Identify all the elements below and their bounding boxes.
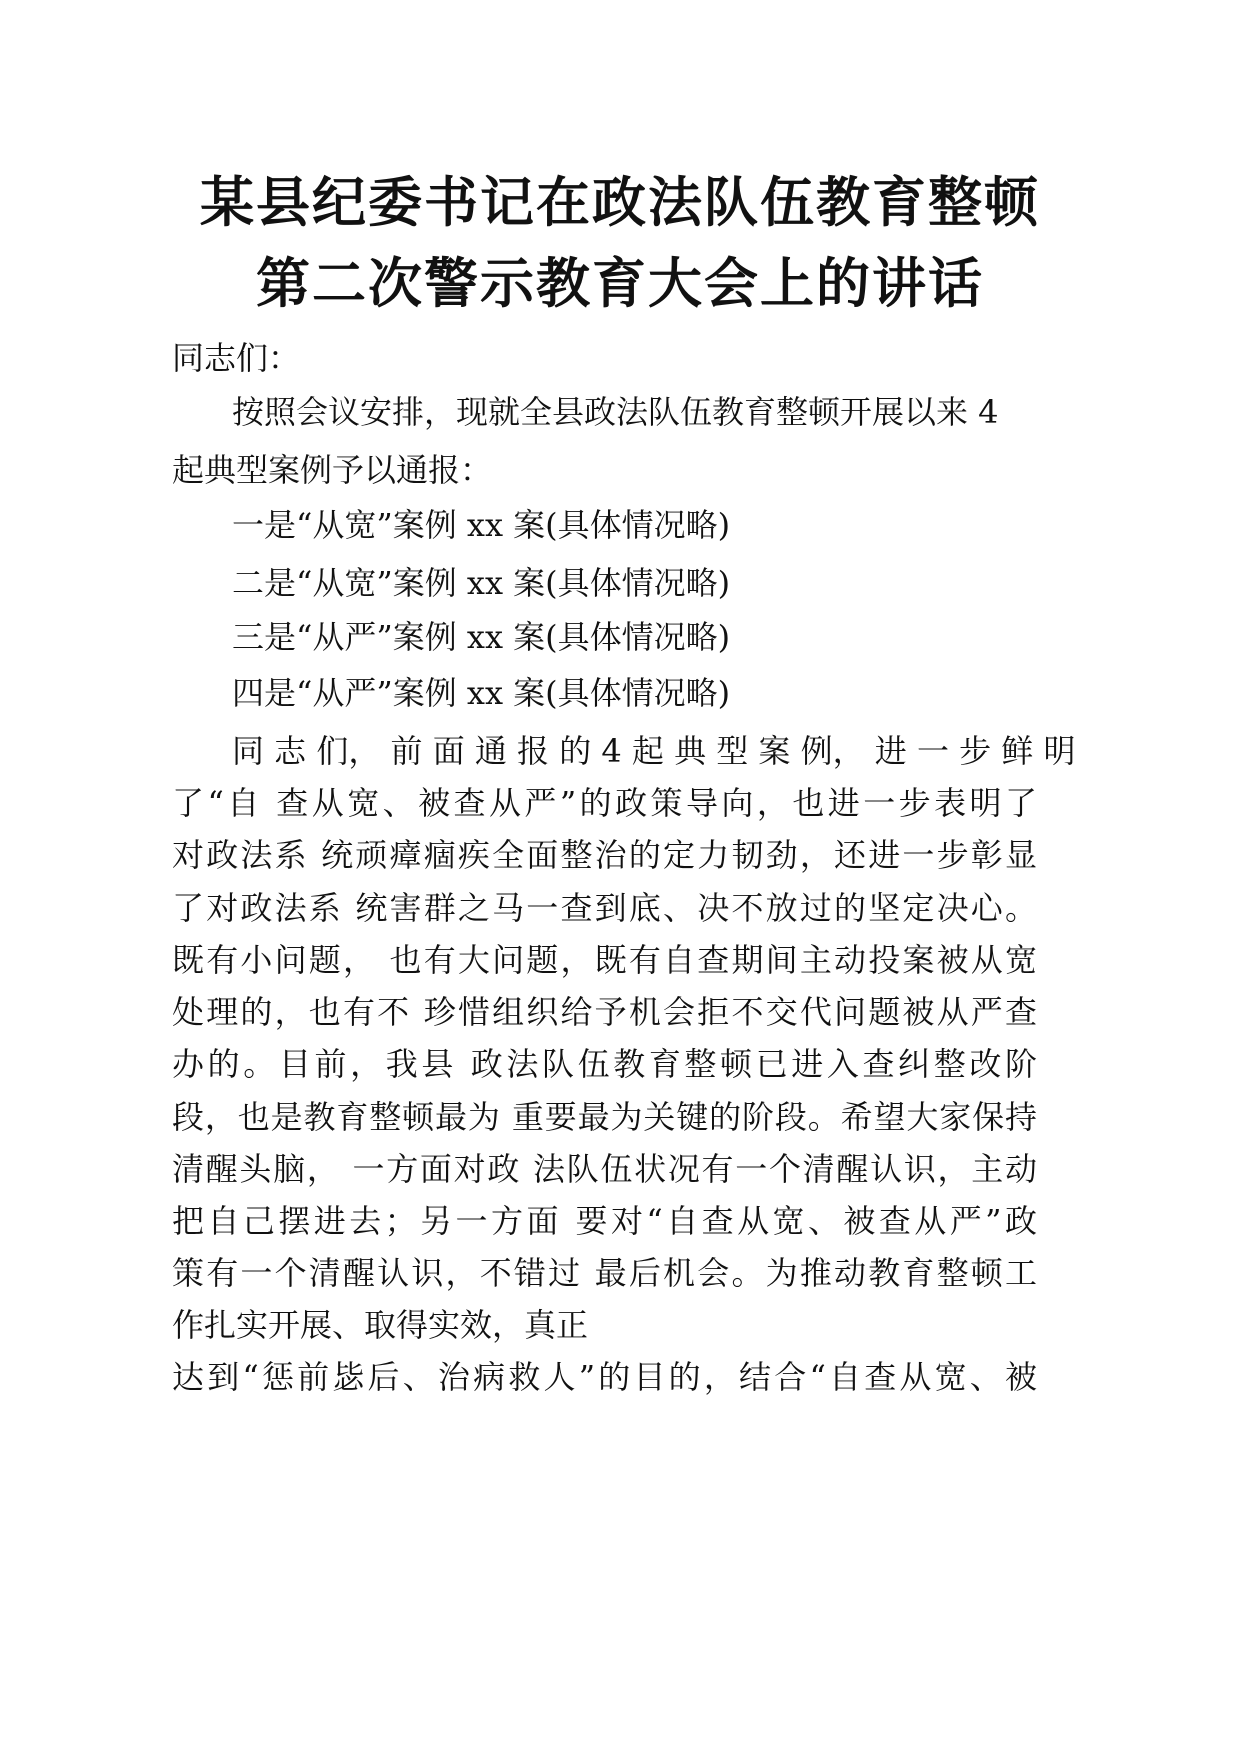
case-item-3: 三是“从严”案例 xx 案(具体情况略) [232,618,731,656]
body-line-4 [172,888,1037,928]
title-line-1: 某县纪委书记在政法队伍教育整顿 [200,171,1040,234]
body-line-5-text: 既有小问题， 也有大问题，既有自查期间主动投案被从宽 [172,941,1037,979]
body-line-13 [172,1357,1037,1397]
body-line-7 [172,1044,1037,1084]
body-line-7-text: 办的。目前，我县 政法队伍教育整顿已进入查纠整改阶 [172,1045,1037,1083]
body-line-8 [172,1097,1037,1137]
intro-line-1-text: 按照会议安排，现就全县政法队伍教育整顿开展以来 4 [232,393,999,431]
intro-line-2: 起典型案例予以通报： [172,451,493,489]
body-line-6 [172,992,1037,1032]
body-line-9-text: 清醒头脑， 一方面对政 法队伍状况有一个清醒认识，主动 [172,1150,1037,1188]
case-item-1: 一是“从宽”案例 xx 案(具体情况略) [232,506,731,544]
body-line-11 [172,1253,1037,1293]
body-line-1 [232,731,1076,771]
salutation: 同志们： [172,339,301,377]
body-line-13-text: 达到“惩前毖后、治病救人”的目的，结合“自查从宽、被 [172,1358,1037,1396]
case-item-2: 二是“从宽”案例 xx 案(具体情况略) [232,564,731,602]
body-line-3 [172,835,1037,875]
body-line-10 [172,1201,1037,1241]
body-line-4-text: 了对政法系 统害群之马一查到底、决不放过的坚定决心。 [172,889,1037,927]
body-line-11-text: 策有一个清醒认识，不错过 最后机会。为推动教育整顿工 [172,1254,1037,1292]
body-line-9 [172,1149,1037,1189]
case-item-4: 四是“从严”案例 xx 案(具体情况略) [232,674,731,712]
intro-line-1 [232,392,999,432]
title-line-2: 第二次警示教育大会上的讲话 [256,252,984,315]
body-line-5 [172,940,1037,980]
body-line-3-text: 对政法系 统顽瘴痼疾全面整治的定力韧劲，还进一步彰显 [172,836,1037,874]
body-line-1-text: 同 志 们， 前 面 通 报 的 4 起 典 型 案 例， 进 一 步 鲜 明 [232,732,1076,770]
body-line-10-text: 把自己摆进去；另一方面 要对“自查从宽、被查从严”政 [172,1202,1037,1240]
body-line-12: 作扎实开展、取得实效，真正 [172,1306,589,1344]
body-line-2 [172,783,1037,823]
body-line-2-text: 了“自 查从宽、被查从严”的政策导向，也进一步表明了 [172,784,1037,822]
body-line-6-text: 处理的，也有不 珍惜组织给予机会拒不交代问题被从严查 [172,993,1037,1031]
body-line-8-text: 段，也是教育整顿最为 重要最为关键的阶段。希望大家保持 [172,1098,1037,1136]
